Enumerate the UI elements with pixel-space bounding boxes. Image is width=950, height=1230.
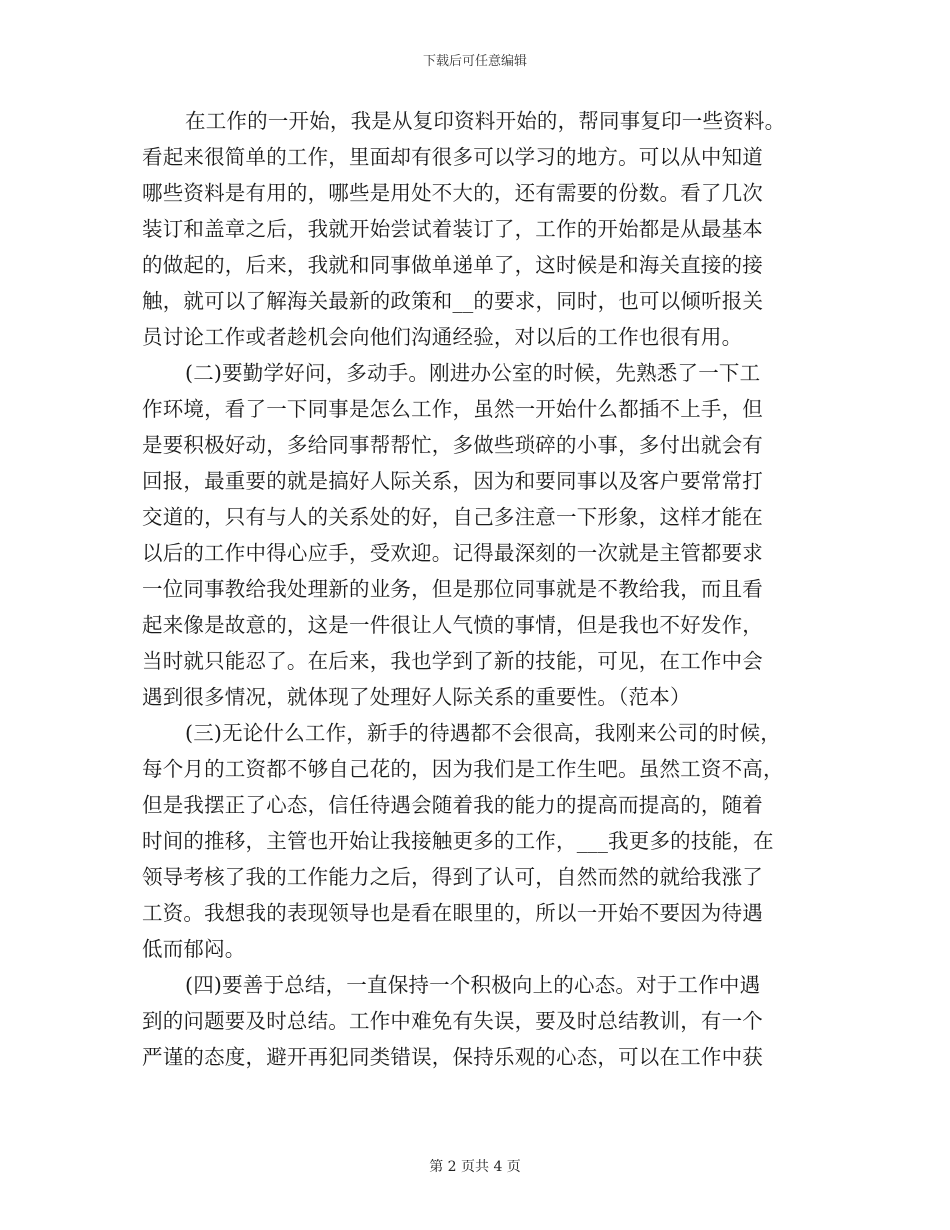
paragraph-3 bbox=[142, 715, 808, 967]
page-number: 第 2 页共 4 页 bbox=[429, 1159, 521, 1175]
text-line: 但是我摆正了心态，信任待遇会随着我的能力的提高而提高的，随着 bbox=[142, 793, 763, 817]
text-line: (三)无论什么工作，新手的待遇都不会很高，我刚来公司的时候， bbox=[185, 721, 781, 745]
text-line: (四)要善于总结，一直保持一个积极向上的心态。对于工作中遇 bbox=[185, 973, 761, 997]
text-line: 在工作的一开始，我是从复印资料开始的，帮同事复印一些资料。 bbox=[185, 109, 786, 133]
text-line: 是要积极好动，多给同事帮帮忙，多做些琐碎的小事，多付出就会有 bbox=[142, 433, 763, 457]
text-line: 作环境，看了一下同事是怎么工作，虽然一开始什么都插不上手，但 bbox=[142, 397, 763, 421]
text-line: 起来像是故意的，这是一件很让人气愤的事情，但是我也不好发作， bbox=[142, 613, 763, 637]
text-line: 严谨的态度，避开再犯同类错误，保持乐观的心态，可以在工作中获 bbox=[142, 1045, 763, 1069]
text-line: 看起来很简单的工作，里面却有很多可以学习的地方。可以从中知道 bbox=[142, 145, 763, 169]
text-line: 员讨论工作或者趁机会向他们沟通经验，对以后的工作也很有用。 bbox=[142, 325, 743, 349]
paragraph-2 bbox=[142, 355, 808, 715]
text-line: 低而郁闷。 bbox=[142, 937, 246, 961]
text-line: 遇到很多情况，就体现了处理好人际关系的重要性。（范本） bbox=[142, 685, 691, 709]
text-line: (二)要勤学好问，多动手。刚进办公室的时候，先熟悉了一下工 bbox=[185, 361, 761, 385]
text-line: 哪些资料是有用的，哪些是用处不大的，还有需要的份数。看了几次 bbox=[142, 181, 763, 205]
document-body bbox=[142, 103, 808, 1075]
text-line: 的做起的，后来，我就和同事做单递单了，这时候是和海关直接的接 bbox=[142, 253, 763, 277]
text-line: 回报，最重要的就是搞好人际关系，因为和要同事以及客户要常常打 bbox=[142, 469, 763, 493]
text-line: 工资。我想我的表现领导也是看在眼里的，所以一开始不要因为待遇 bbox=[142, 901, 763, 925]
text-line: 当时就只能忍了。在后来，我也学到了新的技能，可见，在工作中会 bbox=[142, 649, 763, 673]
text-line: 一位同事教给我处理新的业务，但是那位同事就是不教给我，而且看 bbox=[142, 577, 763, 601]
text-line: 到的问题要及时总结。工作中难免有失误，要及时总结教训，有一个 bbox=[142, 1009, 763, 1033]
paragraph-1 bbox=[142, 103, 808, 355]
text-line: 触，就可以了解海关最新的政策和__的要求，同时，也可以倾听报关 bbox=[142, 289, 764, 313]
text-line: 每个月的工资都不够自己花的，因为我们是工作生吧。虽然工资不高， bbox=[142, 757, 784, 781]
text-line: 交道的，只有与人的关系处的好，自己多注意一下形象，这样才能在 bbox=[142, 505, 763, 529]
text-line: 以后的工作中得心应手，受欢迎。记得最深刻的一次就是主管都要求 bbox=[142, 541, 763, 565]
text-line: 时间的推移，主管也开始让我接触更多的工作，___我更多的技能，在 bbox=[142, 829, 774, 853]
text-line: 装订和盖章之后，我就开始尝试着装订了，工作的开始都是从最基本 bbox=[142, 217, 763, 241]
paragraph-4 bbox=[142, 967, 808, 1075]
text-line: 领导考核了我的工作能力之后，得到了认可，自然而然的就给我涨了 bbox=[142, 865, 763, 889]
page-header: 下载后可任意编辑 bbox=[422, 54, 527, 69]
